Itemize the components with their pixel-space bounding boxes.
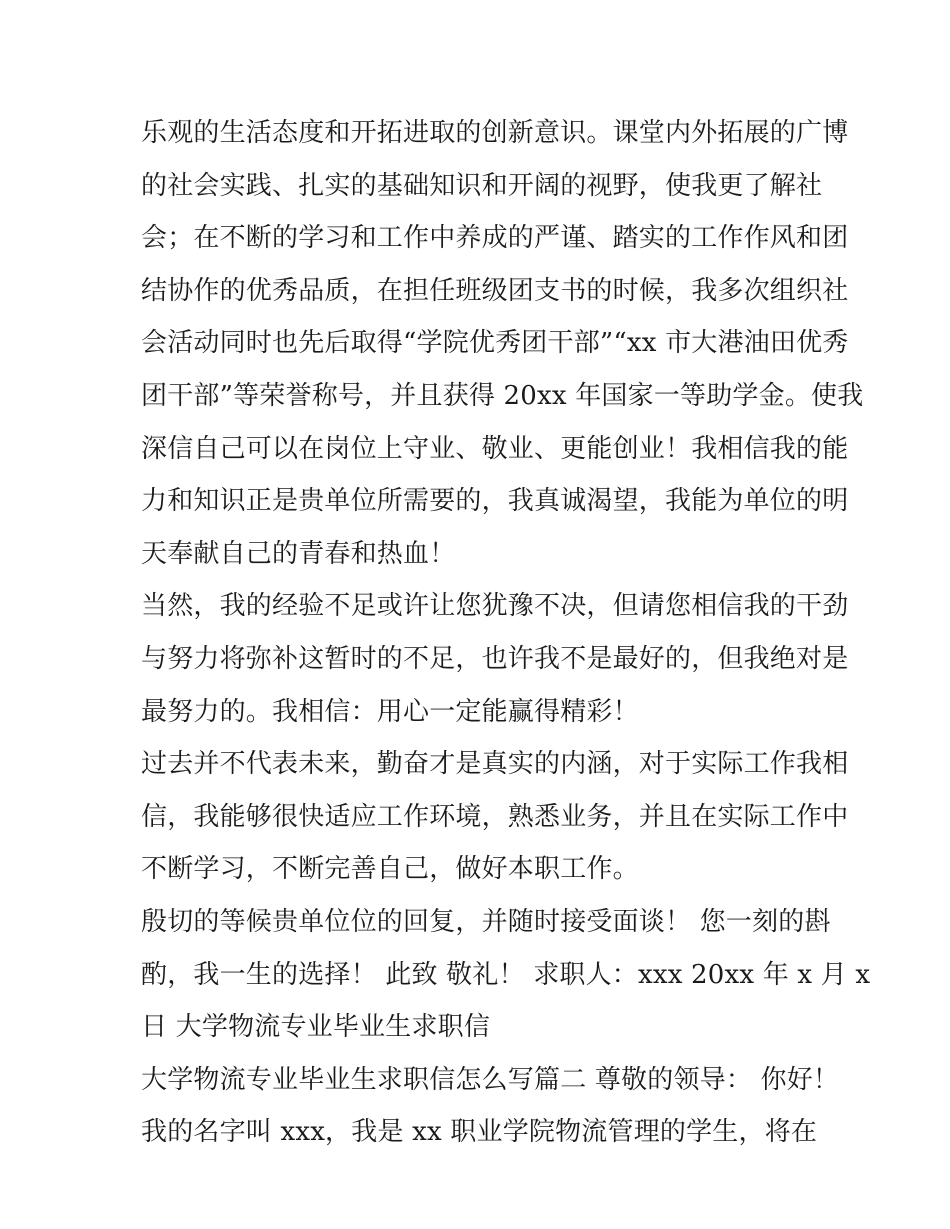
text-line: 团干部”等荣誉称号，并且获得 20xx 年国家一等助学金。使我	[141, 380, 864, 411]
text-line: 结协作的优秀品质，在担任班级团支书的时候，我多次组织社	[141, 275, 849, 306]
text-line: 日 大学物流专业毕业生求职信	[141, 1012, 491, 1043]
text-line: 不断学习，不断完善自己，做好本职工作。	[141, 854, 639, 885]
text-line: 会；在不断的学习和工作中养成的严谨、踏实的工作作风和团	[141, 223, 849, 254]
text-line: 力和知识正是贵单位所需要的，我真诚渴望，我能为单位的明	[141, 486, 849, 517]
text-line: 深信自己可以在岗位上守业、敬业、更能创业！我相信我的能	[141, 433, 849, 464]
text-line: 大学物流专业毕业生求职信怎么写篇二 尊敬的领导： 你好！	[141, 1064, 840, 1095]
document-body	[141, 107, 871, 1159]
text-line: 乐观的生活态度和开拓进取的创新意识。课堂内外拓展的广博	[141, 118, 849, 148]
text-line: 过去并不代表未来，勤奋才是真实的内涵，对于实际工作我相	[141, 749, 849, 780]
text-line: 信，我能够很快适应工作环境，熟悉业务，并且在实际工作中	[141, 801, 849, 832]
text-line: 天奉献自己的青春和热血！	[141, 538, 456, 569]
text-line: 殷切的等候贵单位位的回复，并随时接受面谈！ 您一刻的斟	[141, 906, 831, 937]
text-line: 酌，我一生的选择！ 此致 敬礼！ 求职人：xxx 20xx 年 x 月 x	[141, 959, 871, 990]
text-line: 最努力的。我相信：用心一定能赢得精彩！	[141, 696, 639, 727]
text-line: 当然，我的经验不足或许让您犹豫不决，但请您相信我的干劲	[141, 591, 849, 622]
text-line: 与努力将弥补这暂时的不足，也许我不是最好的，但我绝对是	[141, 643, 849, 674]
text-line: 的社会实践、扎实的基础知识和开阔的视野，使我更了解社	[141, 170, 823, 201]
text-line: 我的名字叫 xxx，我是 xx 职业学院物流管理的学生，将在	[141, 1117, 818, 1148]
text-line: 会活动同时也先后取得“学院优秀团干部”“xx 市大港油田优秀	[141, 328, 849, 359]
